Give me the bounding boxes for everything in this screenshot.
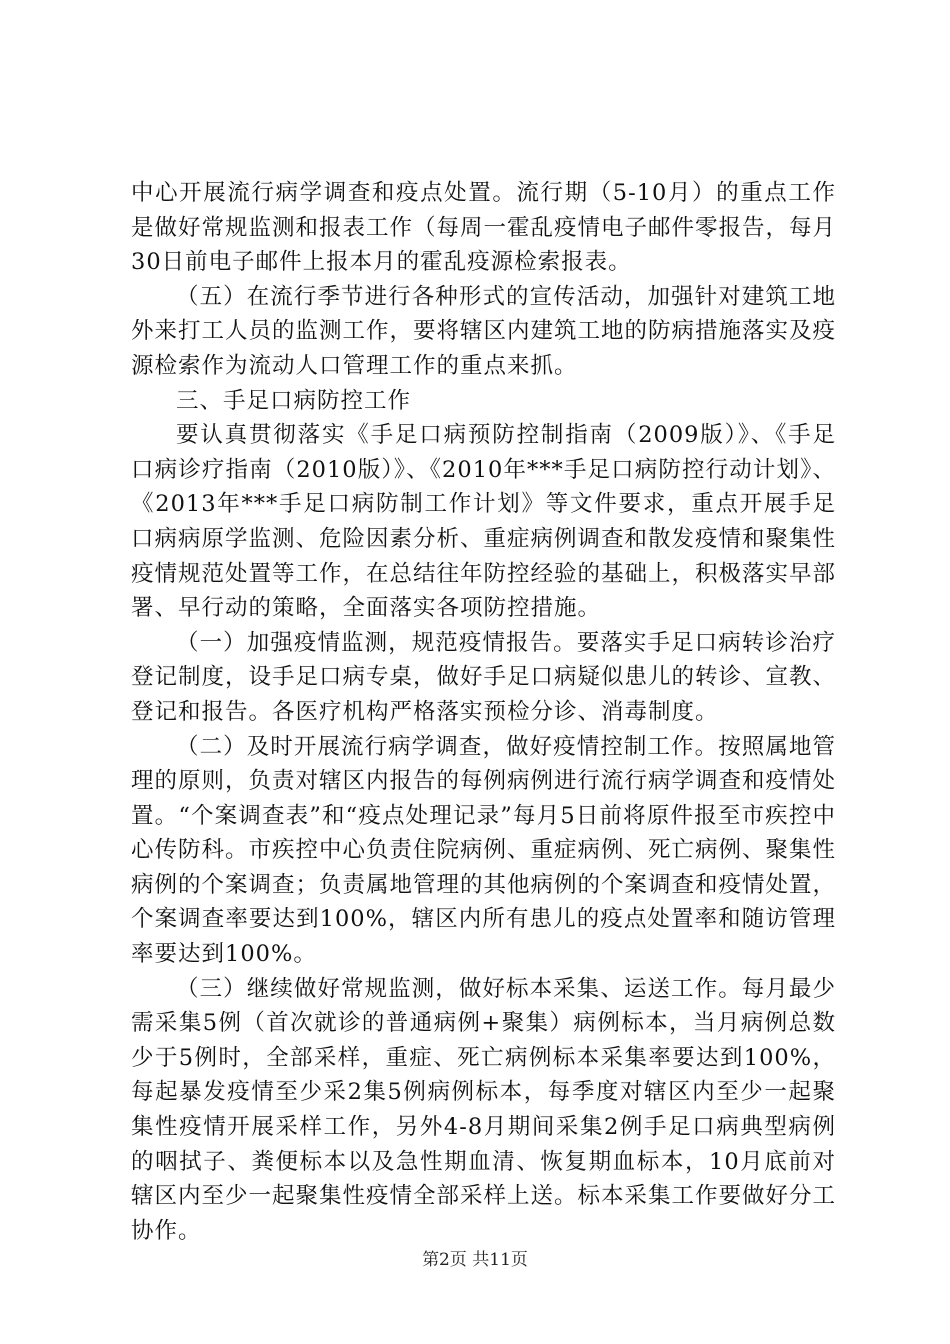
page-footer: 第2页 共11页 [422,1250,528,1270]
paragraph-item-2: （二）及时开展流行病学调查，做好疫情控制工作。按照属地管理的原则，负责对辖区内报告的每例病例进行流行病学调查和疫情处置。“个案调查表”和“疫点处理记录”每月5日前将原件报至市疾控中心传防科。市疾控中心负责住院病例、重症病例、死亡病例、聚集性病例的个案调查；负责属地管理的其他病例的个案调查和疫情处置，个案调查率要达到100%，辖区内所有患儿的疫点处置率和随访管理率要达到100%。 [131,733,837,968]
document-body [131,176,836,1248]
paragraph-continuation: 中心开展流行病学调查和疫点处置。流行期（5-10月）的重点工作是做好常规监测和报表工作（每周一霍乱疫情电子邮件零报告，每月30日前电子邮件上报本月的霍乱疫源检索报表。 [131,180,837,276]
section-heading-hfmd: 三、手足口病防控工作 [176,387,412,414]
paragraph-item-5: （五）在流行季节进行各种形式的宣传活动，加强针对建筑工地外来打工人员的监测工作，要将辖区内建筑工地的防病措施落实及疫源检索作为流动人口管理工作的重点来抓。 [131,283,837,379]
paragraph-hfmd-intro: 要认真贯彻落实《手足口病预防控制指南（2009版）》、《手足口病诊疗指南（2010版）》、《2010年***手足口病防控行动计划》、《2013年***手足口病防制工作计划》等文件要求，重点开展手足口病病原学监测、危险因素分析、重症病例调查和散发疫情和聚集性疫情规范处置等工作，在总结往年防控经验的基础上，积极落实早部署、早行动的策略，全面落实各项防控措施。 [131,422,837,622]
paragraph-item-1: （一）加强疫情监测，规范疫情报告。要落实手足口病转诊治疗登记制度，设手足口病专桌，做好手足口病疑似患儿的转诊、宣教、登记和报告。各医疗机构严格落实预检分诊、消毒制度。 [131,629,837,725]
paragraph-item-3: （三）继续做好常规监测，做好标本采集、运送工作。每月最少需采集5例（首次就诊的普通病例+聚集）病例标本，当月病例总数少于5例时，全部采样，重症、死亡病例标本采集率要达到100%，每起暴发疫情至少采2集5例病例标本，每季度对辖区内至少一起聚集性疫情开展采样工作，另外4-8月期间采集2例手足口病典型病例的咽拭子、粪便标本以及急性期血清、恢复期血标本，10月底前对辖区内至少一起聚集性疫情全部采样上送。标本采集工作要做好分工协作。 [131,975,837,1244]
